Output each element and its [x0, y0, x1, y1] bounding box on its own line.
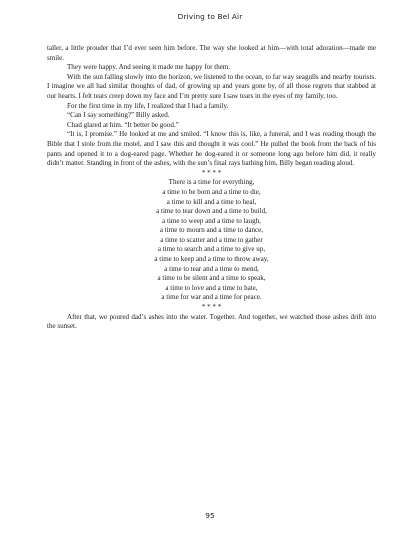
verse-line: a time to keep and a time to throw away, — [154, 255, 269, 264]
verse-line: a time to be born and a time to die, — [162, 187, 261, 196]
body-paragraph: For the first time in my life, I realized that I had a family. — [67, 101, 229, 110]
paragraphs-after — [47, 313, 376, 332]
verse-line: a time to tear and a time to mend, — [164, 264, 259, 273]
body-paragraph: “Can I say something?” Billy asked. — [67, 111, 170, 120]
verse-block — [47, 178, 376, 303]
verse-line: There is a time for everything, — [168, 178, 255, 187]
verse-line: a time to search and a time to give up, — [157, 245, 266, 254]
running-head: Driving to Bel Air — [177, 12, 243, 21]
verse-line: a time to be silent and a time to speak, — [157, 274, 266, 283]
body-paragraph: After that, we poured dad’s ashes into the water. Together. And together, we watched those ashes drift into the sunset. — [47, 312, 376, 331]
text-block — [47, 44, 376, 332]
verse-line: a time to kill and a time to heal, — [166, 197, 257, 206]
verse-line: a time for war and a time for peace. — [161, 293, 262, 302]
body-paragraph: With the sun falling slowly into the horizon, we listened to the ocean, to far way seagulls and nearby tourists. I imagine we all had similar thoughts of dad, of growing up and years gone by, of all those regrets that stabbed at our hearts. I felt tears creep down my face and I’m pretty sure I saw tears in the eyes of my family, too. — [47, 72, 376, 100]
section-separator-top: * * * * — [201, 168, 222, 177]
verse-line: a time to mourn and a time to dance, — [159, 226, 264, 235]
body-paragraph: They were happy. And seeing it made me happy for them. — [67, 63, 231, 72]
verse-line: a time to scatter and a time to gather — [160, 235, 263, 244]
verse-line: a time to weep and a time to laugh, — [162, 216, 261, 225]
page-number: 95 — [205, 511, 215, 520]
body-paragraph: “It is, I promise.” He looked at me and smiled. “I know this is, like, a funeral, and I was reading though the Bible that I stole from the motel, and I saw this and thought it was cool.” He pulled the book from the back of his pants and opened it to a dog-eared page. Whether he dog-eared it or someone long ago before him did, it really didn’t matter. Standing in front of the ashes, with the sun’s final rays bathing him, Billy began reading aloud. — [47, 130, 376, 168]
paragraphs-before — [47, 44, 376, 169]
body-paragraph: taller, a little prouder that I’d ever seen him before. The way she looked at him—with total adoration—made me smile. — [47, 44, 376, 62]
body-paragraph: Chad glared at him. “It better be good.” — [67, 120, 179, 129]
verse-line: a time to love and a time to hate, — [165, 283, 258, 292]
section-separator-bottom: * * * * — [201, 303, 222, 312]
verse-line: a time to tear down and a time to build, — [156, 207, 267, 216]
